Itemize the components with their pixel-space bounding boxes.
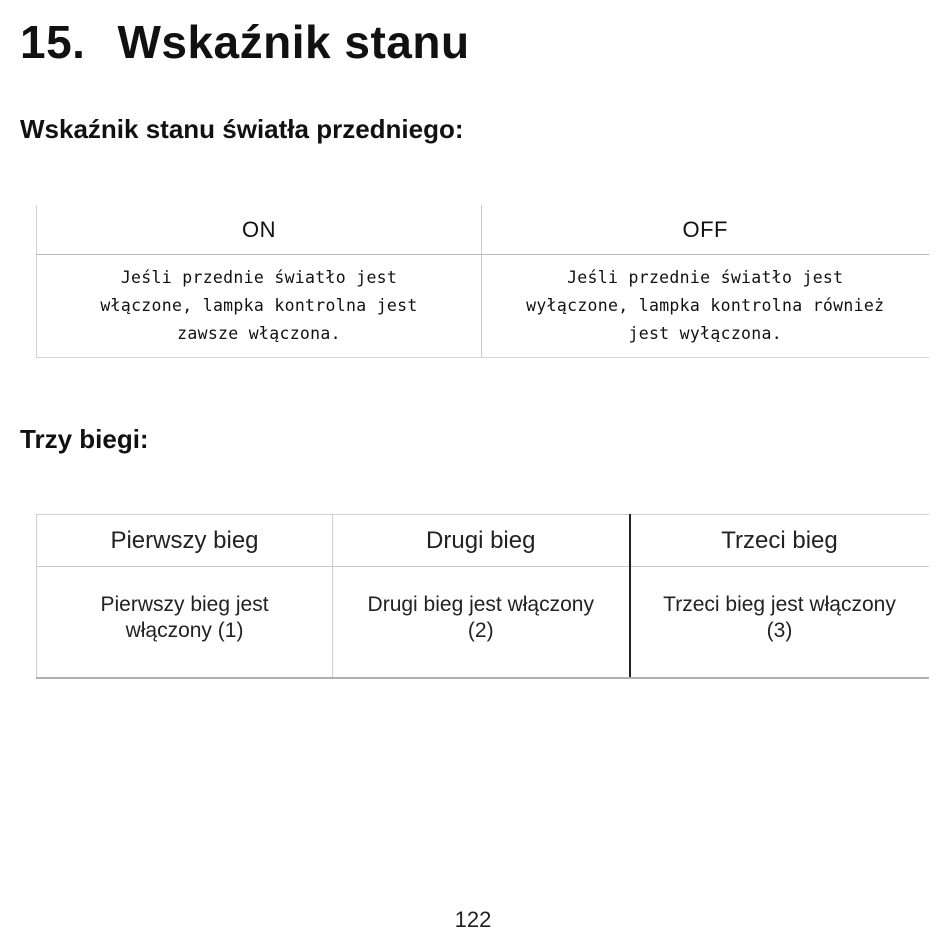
text-line: Jeśli przednie światło jest <box>567 268 844 287</box>
text-line: Jeśli przednie światło jest <box>120 268 398 287</box>
text-line: Trzeci bieg jest włączony <box>663 593 896 616</box>
header-off: OFF <box>482 205 929 255</box>
cell-off-description <box>482 255 929 358</box>
cell-second-gear <box>333 567 630 679</box>
table-header-row <box>37 205 929 255</box>
text-line: (2) <box>467 619 494 642</box>
text-line: włączone, lampka kontrolna jest <box>100 296 418 315</box>
header-third-gear: Trzeci bieg <box>630 515 929 567</box>
gears-table <box>36 514 929 679</box>
text-line: (3) <box>766 619 793 642</box>
table-header-row <box>37 515 929 567</box>
table-row <box>37 567 929 679</box>
header-on: ON <box>37 205 482 255</box>
cell-third-gear <box>630 567 929 679</box>
text-line: wyłączone, lampka kontrolna również <box>526 296 885 315</box>
header-first-gear: Pierwszy bieg <box>37 515 333 567</box>
front-light-table <box>36 205 929 358</box>
front-light-heading: Wskaźnik stanu światła przedniego: <box>20 114 464 144</box>
text-line: Pierwszy bieg jest <box>100 593 269 616</box>
text-line: Drugi bieg jest włączony <box>367 593 594 616</box>
table-row <box>37 255 929 358</box>
page-number: 122 <box>454 907 492 932</box>
header-second-gear: Drugi bieg <box>333 515 630 567</box>
text-line: jest wyłączona. <box>628 324 782 343</box>
cell-on-description <box>37 255 482 358</box>
chapter-title: Wskaźnik stanu <box>117 16 470 68</box>
gears-heading: Trzy biegi: <box>20 424 149 454</box>
text-line: włączony (1) <box>125 619 244 642</box>
chapter-number: 15. <box>20 16 86 68</box>
cell-first-gear <box>37 567 333 679</box>
text-line: zawsze włączona. <box>177 324 341 343</box>
page-title <box>20 14 470 70</box>
